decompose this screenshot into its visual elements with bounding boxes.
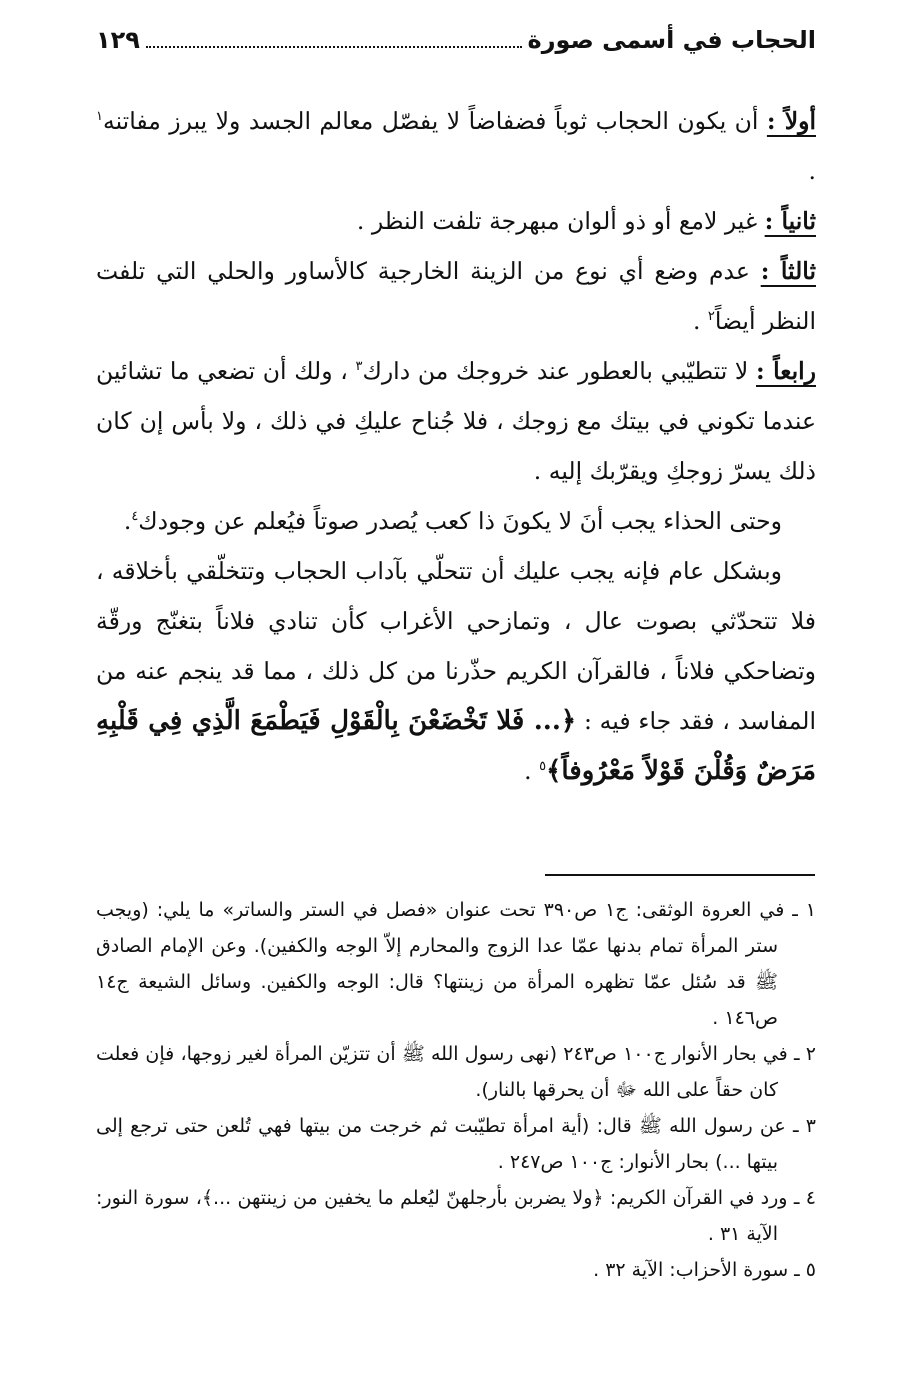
main-text bbox=[96, 96, 816, 796]
paragraph-shoes-text: وحتى الحذاء يجب أنَ لا يكونَ ذا كعب يُصدر صوتاً فيُعلم عن وجودك bbox=[138, 507, 782, 535]
label-third: ثالثاً : bbox=[760, 257, 817, 285]
footnote-ref-1: ١ bbox=[96, 109, 103, 125]
footnote-ref-5: ٥ bbox=[539, 759, 547, 775]
paragraph-shoes-end: . bbox=[123, 507, 132, 535]
paragraph-second-text: غير لامع أو ذو ألوان مبهرجة تلفت النظر . bbox=[356, 207, 765, 235]
paragraph-third bbox=[96, 246, 816, 346]
footnote-ref-4: ٤ bbox=[131, 509, 139, 525]
footnote-1: ١ ـ في العروة الوثقى: ج١ ص٣٩٠ تحت عنوان «فصل في الستر والساتر» ما يلي: (ويجب ستر المرأة تمام بدنها عمّا عدا الزوج والمحارم إلاّ الوجه والكفين). وعن الإمام الصادق ﷺ قد سُئل عمّا تظهره المرأة من زينتها؟ قال: الوجه والكفين. وسائل الشيعة ج١٤ ص١٤٦ . bbox=[96, 899, 816, 1029]
paragraph-first-end: . bbox=[808, 157, 816, 185]
footnotes bbox=[96, 892, 816, 1288]
footnote-ref-3: ٣ bbox=[355, 359, 363, 375]
footnote-5: ٥ ـ سورة الأحزاب: الآية ٣٢ . bbox=[593, 1259, 816, 1281]
footnote-ref-2: ٢ bbox=[707, 309, 715, 325]
running-header bbox=[96, 26, 816, 54]
paragraph-fourth-text-a: لا تتطيّبي بالعطور عند خروجك من دارك bbox=[362, 357, 757, 385]
footnote-2: ٢ ـ في بحار الأنوار ج١٠٠ ص٢٤٣ (نهى رسول الله ﷺ أن تتزيّن المرأة لغير زوجها، فإن فعلت كان حقاً على الله ﷻ أن يحرقها بالنار). bbox=[96, 1043, 817, 1101]
paragraph-second bbox=[96, 196, 816, 246]
paragraph-third-text: عدم وضع أي نوع من الزينة الخارجية كالأساور والحلي التي تلفت النظر أيضاً bbox=[96, 257, 816, 335]
footnote-separator bbox=[545, 874, 815, 876]
label-second: ثانياً : bbox=[764, 207, 816, 235]
footnote-4: ٤ ـ ورد في القرآن الكريم: ﴿ولا يضربن بأرجلهنّ ليُعلم ما يخفين من زينتهن ...﴾، سورة النور: الآية ٣١ . bbox=[96, 1187, 816, 1245]
label-first: أولاً : bbox=[766, 107, 816, 135]
paragraph-fourth-text-b: ، ولك أن تضعي ما تشائين عندما تكوني في بيتك مع زوجك ، فلا جُناح عليكِ في ذلك ، ولا بأس إن كان ذلك يسرّ زوجكِ ويقرّبك إليه . bbox=[96, 357, 816, 485]
quran-verse: ﴿... فَلا تَخْضَعْنَ بِالْقَوْلِ فَيَطْمَعَ الَّذِي فِي قَلْبِهِ مَرَضٌ وَقُلْنَ قَوْلاً مَعْرُوفاً﴾ bbox=[96, 706, 816, 786]
paragraph-fourth bbox=[96, 346, 816, 496]
paragraph-third-end: . bbox=[692, 307, 708, 335]
paragraph-general-end: . bbox=[524, 757, 540, 785]
paragraph-first bbox=[96, 96, 816, 196]
page-number: ١٢٩ bbox=[96, 26, 140, 54]
footnote-3: ٣ ـ عن رسول الله ﷺ قال: (أية امرأة تطيّبت ثم خرجت من بيتها فهي تُلعن حتى ترجع إلى بيتها ...) بحار الأنوار: ج١٠٠ ص٢٤٧ . bbox=[96, 1115, 816, 1173]
running-title: الحجاب في أسمى صورة bbox=[527, 26, 816, 54]
paragraph-general-text: وبشكل عام فإنه يجب عليك أن تتحلّي بآداب الحجاب وتتخلّقي بأخلاقه ، فلا تتحدّثي بصوت عال ، وتمازحي الأغراب كأن تنادي فلاناً بتغنّج ورقّة وتضاحكي فلاناً ، فالقرآن الكريم حذّرنا من كل ذلك ، مما قد ينجم عنه من المفاسد ، فقد جاء فيه : bbox=[96, 557, 816, 735]
paragraph-general bbox=[96, 546, 816, 796]
paragraph-shoes bbox=[96, 496, 816, 546]
label-fourth: رابعاً : bbox=[756, 357, 816, 385]
paragraph-first-text: أن يكون الحجاب ثوباً فضفاضاً لا يفصّل معالم الجسد ولا يبرز مفاتنه bbox=[102, 107, 767, 135]
dot-leader bbox=[146, 28, 522, 48]
